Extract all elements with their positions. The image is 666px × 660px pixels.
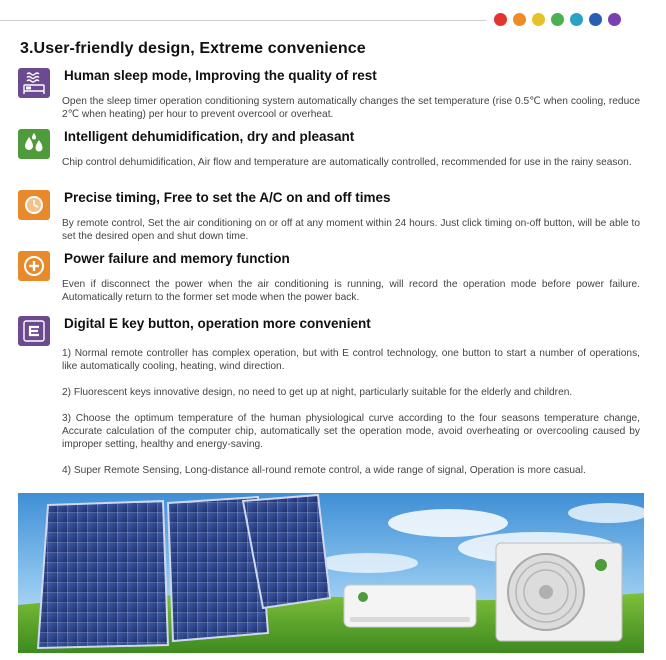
feature-paragraph: 1) Normal remote controller has complex operation, but with E control technology, one button to start a number of operations, like automatically cooling, heating, wind direction. xyxy=(62,348,640,372)
feature-paragraph: 2) Fluorescent keys innovative design, no need to get up at night, particularly suitable for the elderly and children. xyxy=(62,387,573,398)
feature-paragraph: Even if disconnect the power when the air conditioning is running, will record the operation mode before power failure. Automatically return to the former set mode when the power back. xyxy=(62,279,640,303)
feature-paragraph: 3) Choose the optimum temperature of the human physiological curve according to the four seasons temperature change, Accurate calculation of the computer chip, automatically set the operation mode, avoid overheating or overcooling caused by improper setting, healthy and energy-saving. xyxy=(62,413,640,450)
e-key-icon xyxy=(18,316,50,346)
color-dot xyxy=(608,13,621,26)
feature-paragraph: Open the sleep timer operation conditioning system automatically changes the set temperature (rise 0.5℃ when cooling, reduce 2℃ when heating) per hour to prevent overcool or overheat. xyxy=(62,96,640,120)
section-title: 3.User-friendly design, Extreme convenience xyxy=(20,40,366,57)
header-rule xyxy=(0,20,486,21)
color-dot xyxy=(570,13,583,26)
memory-plus-icon xyxy=(18,251,50,281)
feature-paragraph: Chip control dehumidification, Air flow and temperature are automatically controlled, recommended for use in the rainy season. xyxy=(62,157,632,168)
feature-title: Precise timing, Free to set the A/C on and off times xyxy=(64,190,391,205)
feature-text xyxy=(62,347,640,490)
feature-paragraph: 4) Super Remote Sensing, Long-distance all-round remote control, a wide range of signal, Operation is more casual. xyxy=(62,465,586,476)
feature-title: Digital E key button, operation more convenient xyxy=(64,316,371,331)
feature-text xyxy=(62,156,640,182)
color-dot xyxy=(532,13,545,26)
timer-clock-icon xyxy=(18,190,50,220)
color-dot xyxy=(551,13,564,26)
color-dot xyxy=(494,13,507,26)
feature-text xyxy=(62,278,640,317)
color-dot xyxy=(513,13,526,26)
feature-title: Power failure and memory function xyxy=(64,251,290,266)
product-photo xyxy=(18,493,644,653)
feature-title: Intelligent dehumidification, dry and pleasant xyxy=(64,129,355,144)
feature-title: Human sleep mode, Improving the quality of rest xyxy=(64,68,377,83)
color-dot xyxy=(589,13,602,26)
color-dots xyxy=(494,13,621,26)
feature-paragraph: By remote control, Set the air conditioning on or off at any moment within 24 hours. Just click timing on-off button, will be able to set the desired open and shut down time. xyxy=(62,218,640,242)
water-drops-icon xyxy=(18,129,50,159)
sleep-mode-icon xyxy=(18,68,50,98)
solar-ac-illustration xyxy=(18,493,644,653)
